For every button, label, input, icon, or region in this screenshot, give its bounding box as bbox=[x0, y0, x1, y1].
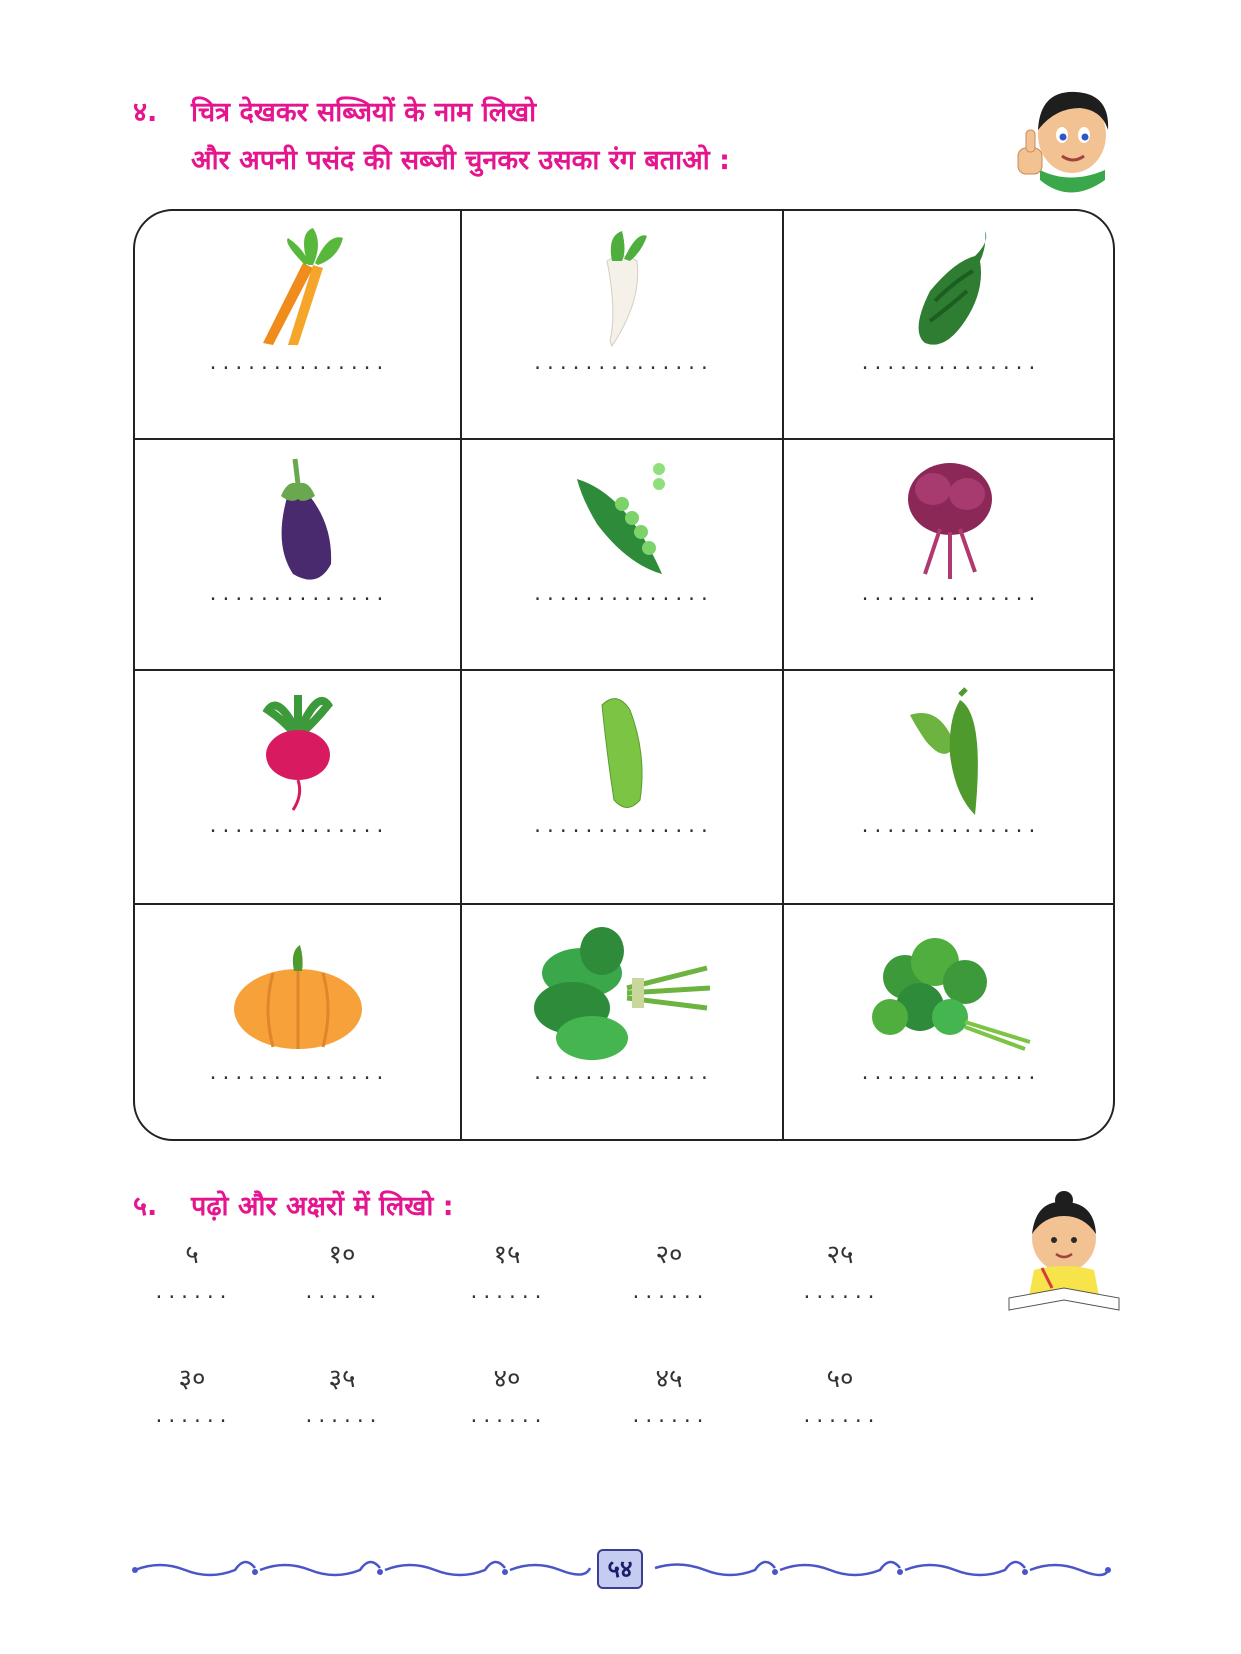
answer-blank[interactable]: .............. bbox=[859, 1063, 1040, 1084]
boy-thumbs-up-icon bbox=[1010, 80, 1130, 200]
answer-blank[interactable]: .............. bbox=[532, 816, 712, 837]
question-5-text: पढ़ो और अक्षरों में लिखो : bbox=[191, 1191, 454, 1222]
peas-icon bbox=[567, 454, 677, 584]
vegetable-cell bbox=[784, 440, 1115, 671]
answer-blank[interactable]: .............. bbox=[207, 1063, 388, 1084]
number-label: २० bbox=[655, 1240, 683, 1270]
carrot-icon bbox=[243, 223, 353, 353]
red-spinach-icon bbox=[895, 454, 1005, 584]
answer-blank[interactable]: .............. bbox=[207, 584, 388, 605]
answer-blank[interactable]: ...... bbox=[468, 1406, 546, 1427]
answer-blank[interactable]: .............. bbox=[859, 584, 1040, 605]
spinach-bunch-icon bbox=[532, 923, 712, 1063]
answer-blank[interactable]: .............. bbox=[532, 353, 712, 374]
answer-blank[interactable]: .............. bbox=[207, 816, 388, 837]
vegetable-cell bbox=[462, 905, 784, 1139]
answer-blank[interactable]: .............. bbox=[859, 353, 1040, 374]
vegetable-cell bbox=[135, 905, 462, 1139]
number-label: २५ bbox=[826, 1240, 854, 1270]
answer-blank[interactable]: .............. bbox=[532, 1063, 712, 1084]
okra-icon bbox=[900, 685, 1000, 815]
question-4-line-1 bbox=[133, 92, 536, 129]
number-label: ४५ bbox=[655, 1364, 683, 1394]
answer-blank[interactable]: ...... bbox=[303, 1282, 381, 1303]
vegetable-cell bbox=[462, 671, 784, 905]
number-label: १५ bbox=[493, 1240, 521, 1270]
vegetable-cell bbox=[462, 211, 784, 440]
vegetable-cell bbox=[784, 905, 1115, 1139]
answer-blank[interactable]: ...... bbox=[468, 1282, 546, 1303]
number-label: ३० bbox=[178, 1364, 206, 1394]
answer-blank[interactable]: ...... bbox=[630, 1406, 708, 1427]
number-label: ५ bbox=[185, 1240, 199, 1270]
radish-icon bbox=[582, 221, 662, 351]
girl-writing-icon bbox=[1004, 1188, 1124, 1320]
answer-blank[interactable]: ...... bbox=[303, 1406, 381, 1427]
cucumber-icon bbox=[582, 685, 662, 815]
vegetable-cell bbox=[784, 211, 1115, 440]
page-number: ५४ bbox=[597, 1549, 643, 1589]
number-label: ४० bbox=[493, 1364, 521, 1394]
answer-blank[interactable]: .............. bbox=[532, 584, 712, 605]
answer-blank[interactable]: ...... bbox=[153, 1282, 231, 1303]
answer-blank[interactable]: ...... bbox=[801, 1282, 879, 1303]
question-4-text: चित्र देखकर सब्जियों के नाम लिखो bbox=[191, 97, 537, 128]
answer-blank[interactable]: ...... bbox=[801, 1406, 879, 1427]
vegetable-cell bbox=[135, 211, 462, 440]
vegetable-cell bbox=[135, 671, 462, 905]
bitter-gourd-icon bbox=[895, 221, 1005, 351]
vegetable-cell bbox=[135, 440, 462, 671]
pumpkin-icon bbox=[228, 941, 368, 1051]
number-label: ५० bbox=[826, 1364, 854, 1394]
vegetable-cell bbox=[784, 671, 1115, 905]
eggplant-icon bbox=[253, 454, 343, 584]
answer-blank[interactable]: ...... bbox=[630, 1282, 708, 1303]
question-4-line-2: और अपनी पसंद की सब्जी चुनकर उसका रंग बताओ : bbox=[191, 145, 730, 176]
question-5-heading bbox=[133, 1186, 454, 1223]
number-label: ३५ bbox=[328, 1364, 356, 1394]
answer-blank[interactable]: .............. bbox=[207, 353, 388, 374]
answer-blank[interactable]: ...... bbox=[153, 1406, 231, 1427]
coriander-icon bbox=[865, 927, 1035, 1057]
vegetables-table bbox=[133, 209, 1115, 1141]
question-4-number: ४. bbox=[133, 97, 158, 128]
vegetable-cell bbox=[462, 440, 784, 671]
number-label: १० bbox=[328, 1240, 356, 1270]
beetroot-icon bbox=[248, 685, 348, 815]
answer-blank[interactable]: .............. bbox=[859, 816, 1040, 837]
question-5-number: ५. bbox=[133, 1191, 158, 1222]
